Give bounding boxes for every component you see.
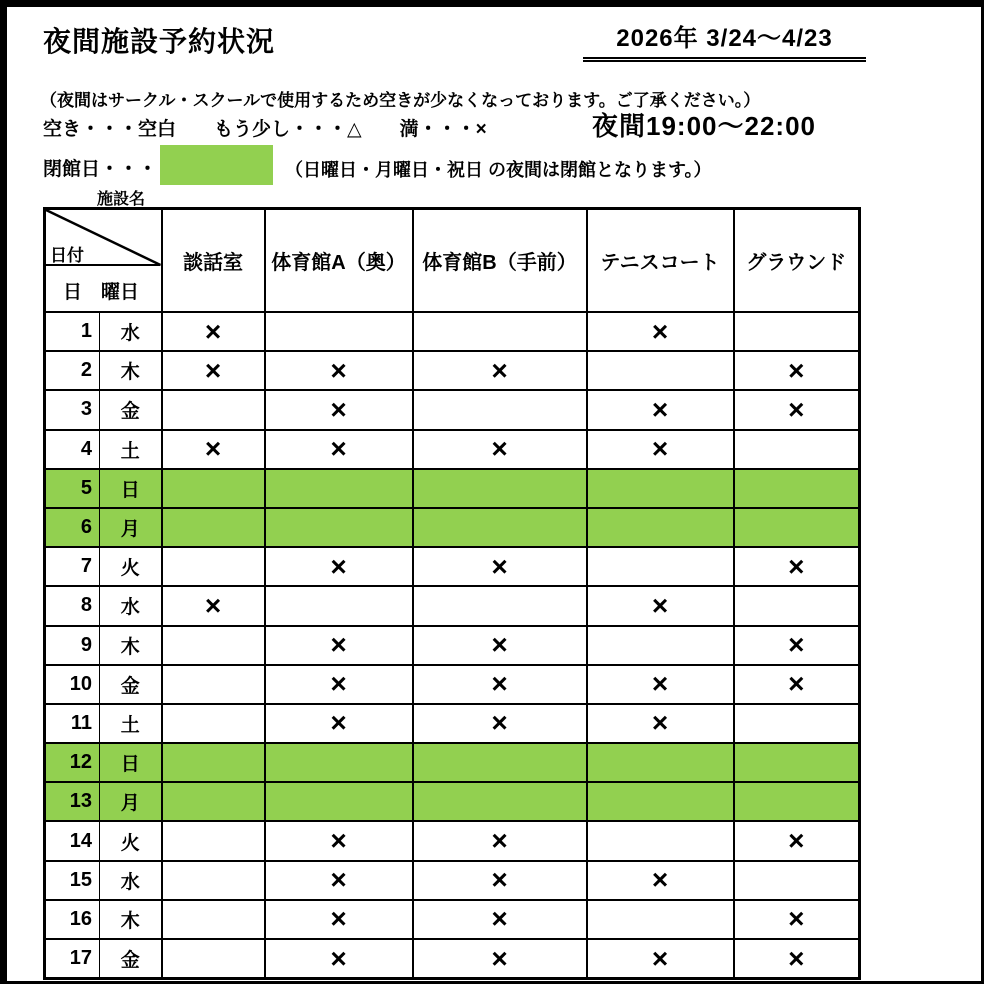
column-header-ground: グラウンド bbox=[734, 209, 860, 313]
facility-name-label: 施設名 bbox=[97, 191, 146, 208]
weekday-cell: 日 bbox=[100, 743, 162, 782]
mark-cell: × bbox=[413, 351, 587, 390]
mark-cell bbox=[734, 312, 860, 351]
day-cell: 6 bbox=[45, 508, 100, 547]
mark-cell bbox=[162, 469, 265, 508]
column-header-gym-b: 体育館B（手前） bbox=[413, 209, 587, 313]
weekday-cell: 水 bbox=[100, 861, 162, 900]
mark-cell bbox=[413, 390, 587, 429]
table-row bbox=[45, 704, 860, 743]
mark-cell bbox=[734, 782, 860, 821]
diagonal-header-cell bbox=[45, 209, 162, 313]
day-cell: 17 bbox=[45, 939, 100, 979]
table-row bbox=[45, 743, 860, 782]
mark-cell bbox=[162, 626, 265, 665]
mark-cell bbox=[734, 861, 860, 900]
weekday-cell: 木 bbox=[100, 900, 162, 939]
period-underline bbox=[583, 18, 866, 62]
weekday-cell: 土 bbox=[100, 430, 162, 469]
scan-frame-left bbox=[0, 0, 7, 984]
closed-day-color-swatch bbox=[160, 145, 273, 185]
mark-cell bbox=[162, 704, 265, 743]
weekday-cell: 金 bbox=[100, 390, 162, 429]
mark-cell: × bbox=[587, 861, 734, 900]
mark-cell: × bbox=[265, 665, 413, 704]
day-cell: 14 bbox=[45, 821, 100, 860]
mark-cell bbox=[162, 782, 265, 821]
day-cell: 2 bbox=[45, 351, 100, 390]
mark-cell bbox=[587, 469, 734, 508]
mark-cell bbox=[734, 586, 860, 625]
mark-cell: × bbox=[587, 312, 734, 351]
mark-cell: × bbox=[587, 704, 734, 743]
mark-cell bbox=[413, 743, 587, 782]
mark-cell bbox=[413, 782, 587, 821]
column-header-gym-a: 体育館A（奥） bbox=[265, 209, 413, 313]
mark-cell bbox=[734, 430, 860, 469]
mark-cell: × bbox=[265, 547, 413, 586]
mark-cell: × bbox=[413, 939, 587, 979]
weekday-cell: 金 bbox=[100, 939, 162, 979]
night-hours-text: 夜間19:00～22:00 bbox=[592, 111, 816, 141]
closed-day-label: 閉館日・・・ bbox=[43, 159, 158, 180]
mark-cell: × bbox=[734, 547, 860, 586]
mark-cell: × bbox=[265, 626, 413, 665]
mark-cell bbox=[162, 861, 265, 900]
mark-cell: × bbox=[162, 430, 265, 469]
header-row bbox=[45, 209, 860, 313]
day-cell: 12 bbox=[45, 743, 100, 782]
mark-cell: × bbox=[587, 430, 734, 469]
mark-cell bbox=[587, 351, 734, 390]
mark-cell bbox=[587, 782, 734, 821]
column-header-danwashitsu: 談話室 bbox=[162, 209, 265, 313]
date-axis-label: 日付 bbox=[50, 246, 84, 265]
mark-cell bbox=[587, 508, 734, 547]
mark-cell bbox=[413, 469, 587, 508]
mark-cell bbox=[162, 900, 265, 939]
mark-cell: × bbox=[413, 430, 587, 469]
mark-cell bbox=[734, 469, 860, 508]
mark-cell: × bbox=[587, 390, 734, 429]
mark-cell bbox=[162, 743, 265, 782]
weekday-cell: 土 bbox=[100, 704, 162, 743]
mark-cell bbox=[162, 665, 265, 704]
mark-cell: × bbox=[413, 665, 587, 704]
day-cell: 11 bbox=[45, 704, 100, 743]
mark-cell: × bbox=[265, 939, 413, 979]
mark-cell: × bbox=[162, 586, 265, 625]
mark-cell: × bbox=[734, 939, 860, 979]
mark-cell bbox=[413, 586, 587, 625]
mark-cell: × bbox=[162, 351, 265, 390]
table-row bbox=[45, 821, 860, 860]
day-cell: 9 bbox=[45, 626, 100, 665]
weekday-cell: 木 bbox=[100, 351, 162, 390]
weekday-cell: 水 bbox=[100, 312, 162, 351]
scan-frame-top bbox=[0, 0, 984, 7]
mark-cell: × bbox=[265, 821, 413, 860]
table-row bbox=[45, 508, 860, 547]
mark-cell: × bbox=[734, 900, 860, 939]
mark-cell bbox=[265, 586, 413, 625]
mark-cell: × bbox=[734, 626, 860, 665]
table-row bbox=[45, 312, 860, 351]
mark-cell: × bbox=[413, 704, 587, 743]
table-row bbox=[45, 469, 860, 508]
table-row bbox=[45, 782, 860, 821]
weekday-cell: 金 bbox=[100, 665, 162, 704]
mark-cell bbox=[734, 704, 860, 743]
mark-cell bbox=[162, 939, 265, 979]
weekday-cell: 水 bbox=[100, 586, 162, 625]
reservation-table-body bbox=[45, 312, 860, 979]
mark-cell bbox=[162, 390, 265, 429]
mark-cell: × bbox=[265, 861, 413, 900]
mark-cell: × bbox=[413, 821, 587, 860]
reservation-table bbox=[43, 207, 861, 980]
weekday-cell: 月 bbox=[100, 508, 162, 547]
mark-cell bbox=[413, 312, 587, 351]
mark-cell: × bbox=[265, 704, 413, 743]
mark-cell: × bbox=[162, 312, 265, 351]
closed-day-note: （日曜日・月曜日・祝日 の夜間は閉館となります。） bbox=[285, 160, 712, 180]
mark-cell bbox=[587, 821, 734, 860]
mark-cell: × bbox=[265, 390, 413, 429]
mark-cell: × bbox=[734, 351, 860, 390]
day-cell: 4 bbox=[45, 430, 100, 469]
mark-cell: × bbox=[265, 351, 413, 390]
period-text: 2026年 3/24～4/23 bbox=[616, 25, 833, 52]
weekday-cell: 火 bbox=[100, 547, 162, 586]
mark-cell bbox=[734, 743, 860, 782]
table-row bbox=[45, 939, 860, 979]
mark-cell bbox=[162, 508, 265, 547]
mark-cell: × bbox=[265, 430, 413, 469]
day-cell: 3 bbox=[45, 390, 100, 429]
mark-cell bbox=[265, 312, 413, 351]
mark-cell bbox=[265, 782, 413, 821]
mark-cell bbox=[413, 508, 587, 547]
mark-cell: × bbox=[413, 900, 587, 939]
mark-cell: × bbox=[587, 665, 734, 704]
mark-cell: × bbox=[413, 861, 587, 900]
mark-cell: × bbox=[587, 939, 734, 979]
day-cell: 13 bbox=[45, 782, 100, 821]
weekday-cell: 日 bbox=[100, 469, 162, 508]
mark-cell: × bbox=[265, 900, 413, 939]
day-column-label: 日 bbox=[63, 282, 83, 303]
table-row bbox=[45, 430, 860, 469]
table-row bbox=[45, 626, 860, 665]
mark-cell bbox=[587, 626, 734, 665]
table-row bbox=[45, 586, 860, 625]
mark-cell bbox=[162, 547, 265, 586]
mark-cell bbox=[162, 821, 265, 860]
mark-cell bbox=[734, 508, 860, 547]
mark-cell bbox=[265, 508, 413, 547]
weekday-cell: 火 bbox=[100, 821, 162, 860]
table-row bbox=[45, 351, 860, 390]
day-cell: 15 bbox=[45, 861, 100, 900]
day-cell: 1 bbox=[45, 312, 100, 351]
table-row bbox=[45, 861, 860, 900]
day-cell: 5 bbox=[45, 469, 100, 508]
page-title: 夜間施設予約状況 bbox=[43, 26, 276, 57]
table-row bbox=[45, 665, 860, 704]
usage-note: （夜間はサークル・スクールで使用するため空きが少なくなっております。ご了承ください。） bbox=[40, 91, 761, 110]
weekday-cell: 木 bbox=[100, 626, 162, 665]
column-header-tennis-court: テニスコート bbox=[587, 209, 734, 313]
day-cell: 16 bbox=[45, 900, 100, 939]
table-row bbox=[45, 390, 860, 429]
weekday-column-label: 曜日 bbox=[101, 282, 140, 303]
day-cell: 10 bbox=[45, 665, 100, 704]
weekday-cell: 月 bbox=[100, 782, 162, 821]
table-row bbox=[45, 900, 860, 939]
day-cell: 7 bbox=[45, 547, 100, 586]
mark-cell bbox=[265, 743, 413, 782]
reservation-table-wrap bbox=[43, 207, 861, 980]
mark-cell: × bbox=[734, 390, 860, 429]
mark-cell: × bbox=[587, 586, 734, 625]
mark-cell bbox=[587, 743, 734, 782]
mark-cell bbox=[265, 469, 413, 508]
legend-text: 空き・・・空白 もう少し・・・△ 満・・・× bbox=[43, 119, 487, 140]
day-cell: 8 bbox=[45, 586, 100, 625]
mark-cell: × bbox=[734, 821, 860, 860]
table-row bbox=[45, 547, 860, 586]
mark-cell: × bbox=[413, 547, 587, 586]
mark-cell: × bbox=[734, 665, 860, 704]
mark-cell: × bbox=[413, 626, 587, 665]
mark-cell bbox=[587, 547, 734, 586]
mark-cell bbox=[587, 900, 734, 939]
